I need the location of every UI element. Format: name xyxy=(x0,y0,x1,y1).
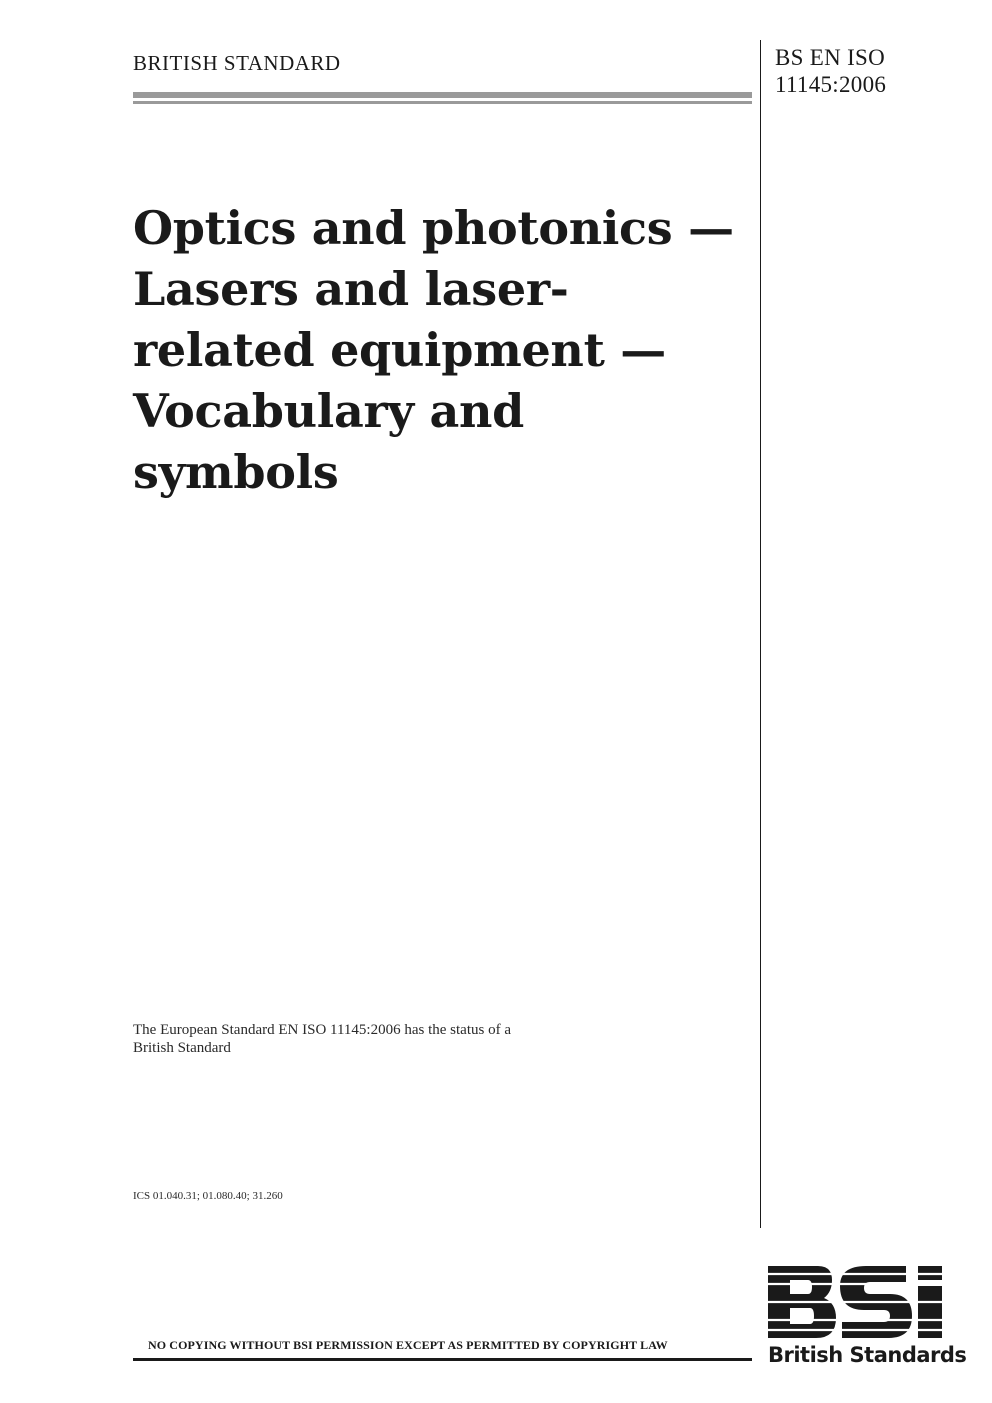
ics-codes: ICS 01.040.31; 01.080.40; 31.260 xyxy=(133,1190,283,1202)
vertical-divider xyxy=(760,40,761,1228)
document-title: Optics and photonics — Lasers and laser- related equipment — Vocabulary and symbols xyxy=(133,201,734,499)
document-series-label: BRITISH STANDARD xyxy=(133,51,341,75)
footer-rule xyxy=(133,1358,752,1361)
bsi-logo-caption: British Standards xyxy=(768,1343,967,1367)
copyright-notice: NO COPYING WITHOUT BSI PERMISSION EXCEPT AS PERMITTED BY COPYRIGHT LAW xyxy=(148,1338,668,1352)
header-rule-thick xyxy=(133,92,752,98)
standard-number: BS EN ISO 11145:2006 xyxy=(775,45,887,97)
status-note: The European Standard EN ISO 11145:2006 has the status of a British Standard xyxy=(133,1022,511,1056)
header-rule-thin xyxy=(133,101,752,104)
bsi-logo xyxy=(766,1262,946,1342)
